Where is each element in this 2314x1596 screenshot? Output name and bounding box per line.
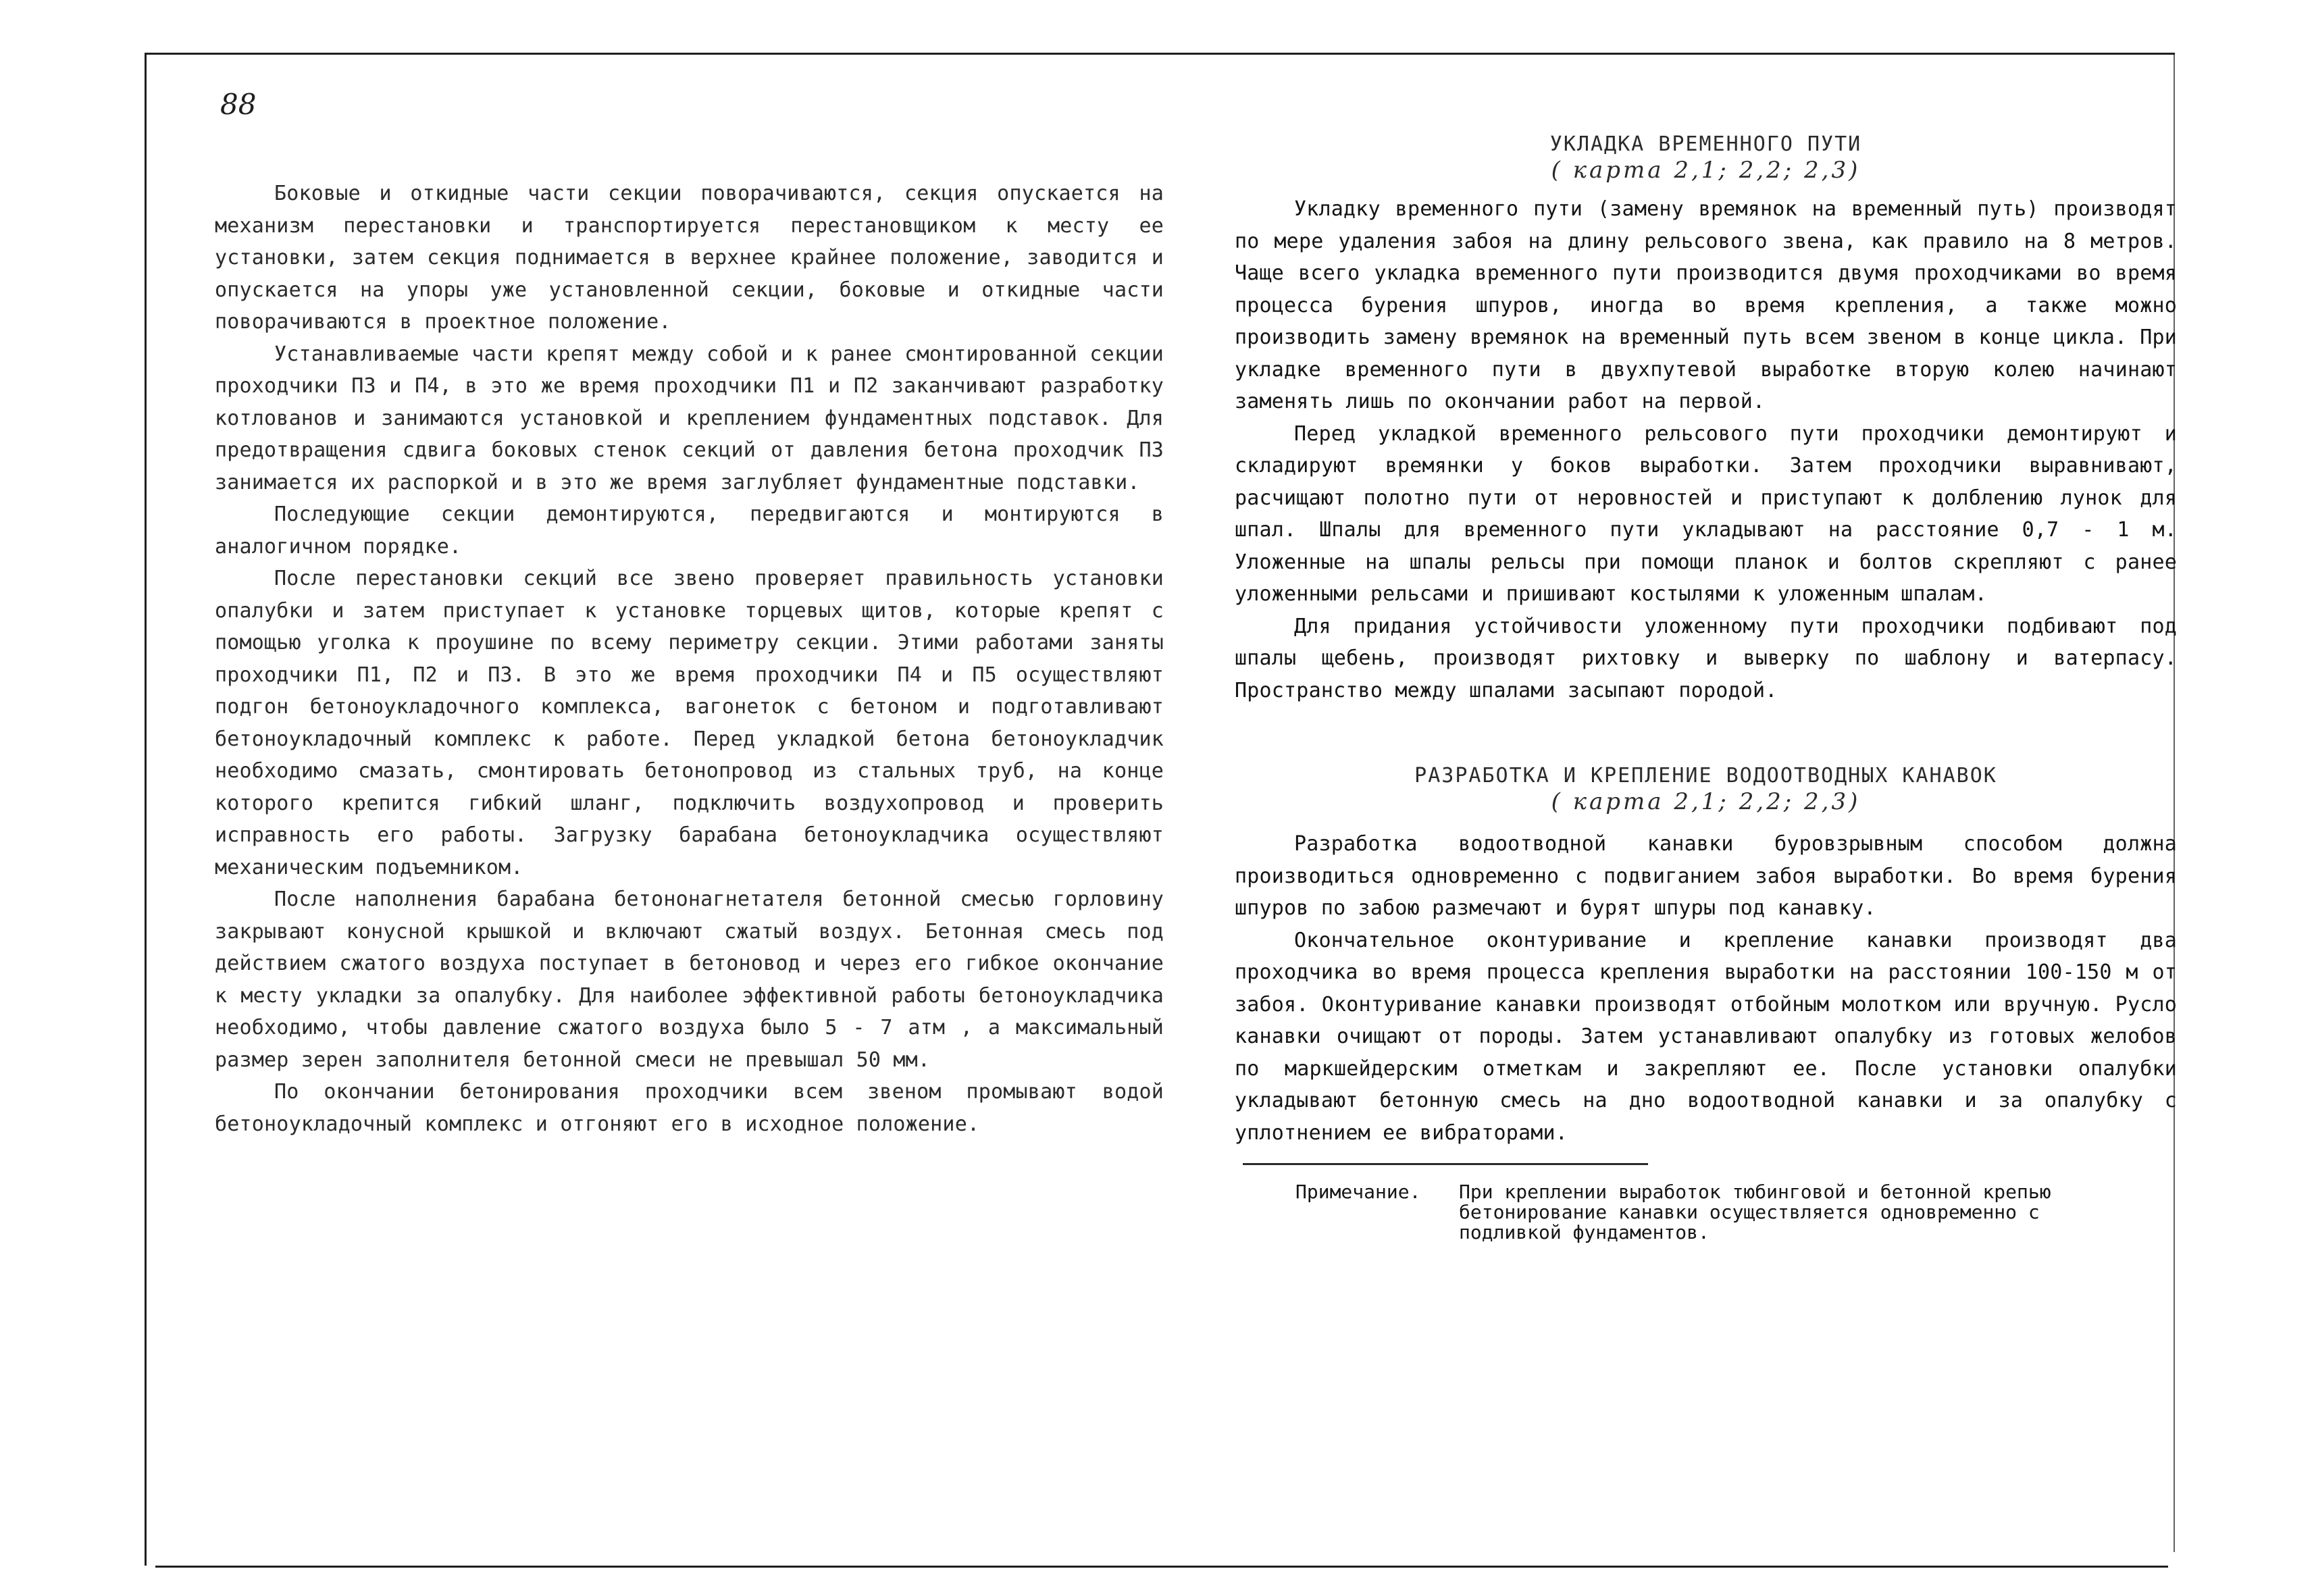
page-number: 88 (220, 88, 257, 121)
frame-bottom-line (155, 1566, 2168, 1568)
left-paragraph-1: Боковые и откидные части секции поворачиваются, секция опускается на механизм перестановки и транспортируется перестановщиком к месту ее установки, затем секция поднимается в верхнее крайнее положение, заводится и опускается на упоры уже установленной секции, боковые и откидные части поворачиваются в проектное положение. (215, 182, 1164, 334)
section-1-heading (1235, 132, 2177, 197)
section-1-paragraph-2: Перед укладкой временного рельсового пути проходчики демонтируют и складируют времянки у боков выработки. Затем проходчики выравнивают, расчищают полотно пути от неровностей и приступают к долблению лунок для шпал. Шпалы для временного пути укладывают на расстояние 0,7 - 1 м. Уложенные на шпалы рельсы при помощи планок и болтов скрепляют с ранее уложенными рельсами и пришивают костылями к уложенным шпалам. (1235, 421, 2177, 606)
frame-left-line (145, 53, 147, 1566)
left-paragraph-6: По окончании бетонирования проходчики всем звеном промывают водой бетоноукладочный комплекс и отгоняют его в исходное положение. (215, 1080, 1164, 1136)
section-2-paragraph-1: Разработка водоотводной канавки буровзрывным способом должна производиться одновременно с подвиганием забоя выработки. Во время бурения шпуров по забою размечают и бурят шпуры под канавку. (1235, 832, 2177, 920)
section-1-subtitle: ( карта 2,1; 2,2; 2,3) (1551, 157, 1861, 184)
left-paragraph-5: После наполнения барабана бетононагнетателя бетонной смесью горловину закрывают конусной крышкой и включают сжатый воздух. Бетонная смесь под действием сжатого воздуха поступает в бетоновод и через его гибкое окончание к месту укладки за опалубку. Для наиболее эффективной работы бетоноукладчика необходимо, чтобы давление сжатого воздуха было 5 - 7 атм , а максимальный размер зерен заполнителя бетонной смеси не превышал 50 мм. (215, 887, 1164, 1072)
section-1-paragraph-1: Укладку временного пути (замену времянок на временный путь) производят по мере удаления забоя на длину рельсового звена, как правило на 8 метров. Чаще всего укладка временного пути производится двумя проходчиками во время процесса бурения шпуров, иногда во время крепления, а также можно производить замену времянок на временный путь всем звеном в конце цикла. При укладке временного пути в двухпутевой выработке вторую колею начинают заменять лишь по окончании работ на первой. (1235, 197, 2177, 413)
left-paragraph-2: Устанавливаемые части крепят между собой и к ранее смонтированной секции проходчики П3 и П4, в это же время проходчики П1 и П2 заканчивают разработку котлованов и занимаются установкой и креплением фундаментных подставок. Для предотвращения сдвига боковых стенок секций от давления бетона проходчик П3 занимается их распоркой и в это же время заглубляет фундаментные подставки. (215, 342, 1164, 494)
left-paragraph-3: Последующие секции демонтируются, передвигаются и монтируются в аналогичном порядке. (215, 503, 1164, 559)
note-text (1459, 1182, 2148, 1243)
note-divider (1243, 1163, 1648, 1165)
section-2-title: РАЗРАБОТКА И КРЕПЛЕНИЕ ВОДООТВОДНЫХ КАНАВОК (1414, 764, 1997, 788)
note-label: Примечание. (1295, 1181, 1421, 1203)
note-line-2: бетонирование канавки осуществляется одновременно с (1459, 1201, 2040, 1223)
note-line-3: подливкой фундаментов. (1459, 1221, 1709, 1243)
left-paragraph-4: После перестановки секций все звено проверяет правильность установки опалубки и затем приступает к установке торцевых щитов, которые крепят с помощью уголка к проушине по всему периметру секции. Этими работами заняты проходчики П1, П2 и П3. В это же время проходчики П4 и П5 осуществляют подгон бетоноукладочного комплекса, вагонеток с бетоном и подготавливают бетоноукладочный комплекс к работе. Перед укладкой бетона бетоноукладчик необходимо смазать, смонтировать бетонопровод из стальных труб, на конце которого крепится гибкий шланг, подключить воздухопровод и проверить исправность его работы. Загрузку барабана бетоноукладчика осуществляют механическим подъемником. (215, 567, 1164, 879)
section-2 (1235, 763, 2177, 1149)
note-line-1: При креплении выработок тюбинговой и бетонной крепью (1459, 1181, 2051, 1203)
left-column-text (215, 178, 1164, 1140)
frame-top-line (145, 53, 2175, 55)
section-1-title: УКЛАДКА ВРЕМЕННОГО ПУТИ (1549, 132, 1862, 156)
section-2-subtitle: ( карта 2,1; 2,2; 2,3) (1551, 788, 1861, 815)
section-1-paragraph-3: Для придания устойчивости уложенному пути проходчики подбивают под шпалы щебень, производят рихтовку и выверку по шаблону и ватерпасу. Пространство между шпалами засыпают породой. (1235, 614, 2177, 702)
section-2-paragraph-2: Окончательное оконтуривание и крепление канавки производят два проходчика во время процесса крепления выработки на расстоянии 100-150 м от забоя. Оконтуривание канавки производят отбойным молотком или вручную. Русло канавки очищают от породы. Затем устанавливают опалубку из готовых желобов по маркшейдерским отметкам и закрепляют ее. После установки опалубки укладывают бетонную смесь на дно водоотводной канавки и за опалубку с уплотнением ее вибраторами. (1235, 928, 2177, 1145)
section-1-body (1235, 193, 2177, 706)
